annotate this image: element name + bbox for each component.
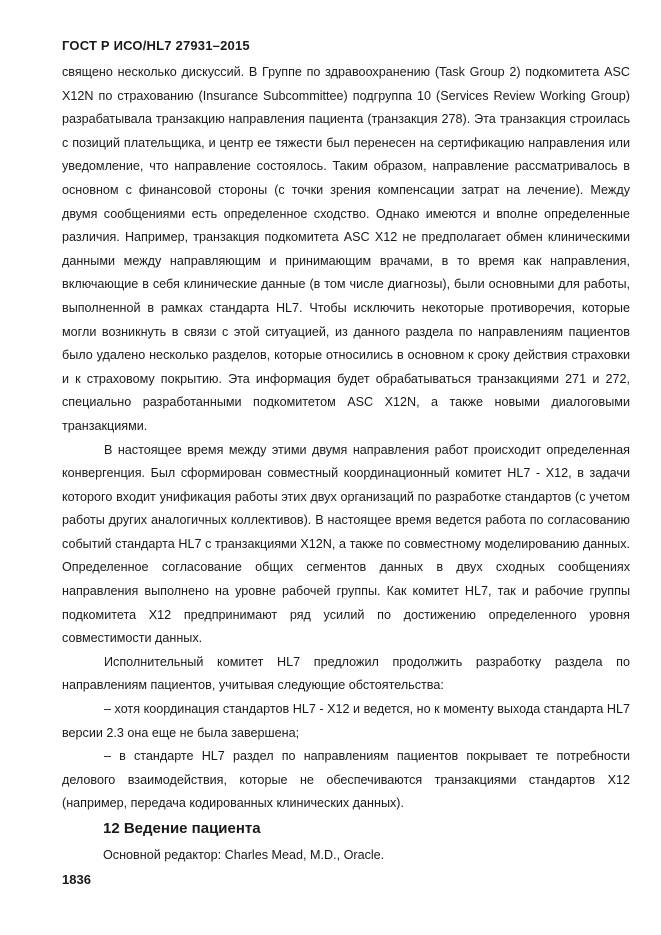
body-text (62, 61, 630, 816)
section-heading: 12 Ведение пациента (103, 820, 261, 837)
section-editor: Основной редактор: Charles Mead, M.D., Oracle. (103, 848, 385, 862)
page-number: 1836 (62, 872, 91, 887)
document-header: ГОСТ Р ИСО/HL7 27931–2015 (62, 38, 250, 53)
paragraph-executive-committee: Исполнительный комитет HL7 предложил продолжить разработку раздела по направлениям пациентов, учитывая следующие обстоятельства: (62, 654, 630, 693)
paragraph-continuation: священо несколько дискуссий. В Группе по здравоохранению (Task Group 2) подкомитета ASC X12N по страхованию (Insurance Subcommittee) подгруппа 10 (Services Review Working Group) разрабатывала транзакцию направления пациента (транзакция 278). Эта транзакция строилась с позиций плательщика, и центр ее тяжести был перенесен на сертификацию направления или уведомление, что направление состоялось. Таким образом, направление рассматривалось в основном с финансовой стороны (с точки зрения компенсации затрат на лечение). Между двумя сообщениями есть определенное сходство. Однако имеются и вполне определенные различия. Например, транзакция подкомитета ASC X12 не предполагает обмен клиническими данными между направляющим и принимающим врачами, в то время как направления, включающие в себя клинические данные (в том числе диагнозы), были основными для работы, выполненной в рамках стандарта HL7. Чтобы исключить некоторые противоречия, которые могли возникнуть в связи с этой ситуацией, из данного раздела по направлениям пациентов было удалено несколько разделов, которые относились в основном к сроку действия страховки и к страховому покрытию. Эта информация будет обрабатываться транзакциями 271 и 272, специально разработанными подкомитетом ASC X12N, а также новыми диалоговыми транзакциями. (62, 65, 630, 433)
list-item-coordination: – хотя координация стандартов HL7 - X12 и ведется, но к моменту выхода стандарта HL7 версии 2.3 она еще не была завершена; (62, 702, 630, 740)
list-item-referrals: – в стандарте HL7 раздел по направлениям пациентов покрывает те потребности делового взаимодействия, которые не обеспечиваются транзакциями стандартов X12 (например, передача кодированных клинических данных). (62, 749, 630, 811)
paragraph-convergence: В настоящее время между этими двумя направления работ происходит определенная конвергенция. Был сформирован совместный координационный комитет HL7 - X12, в задачи которого входит унификация работы этих двух организаций по разработке стандартов (с учетом работы других аналогичных коллективов). В настоящее время ведется работа по согласованию событий стандарта HL7 с транзакциями X12N, а также по совместному моделированию данных. Определенное согласование общих сегментов данных в двух сходных сообщениях направления выполнено на уровне рабочей группы. Как комитет HL7, так и рабочие группы подкомитета X12 предпринимают ряд усилий по достижению определенного уровня совместимости данных. (62, 442, 630, 646)
